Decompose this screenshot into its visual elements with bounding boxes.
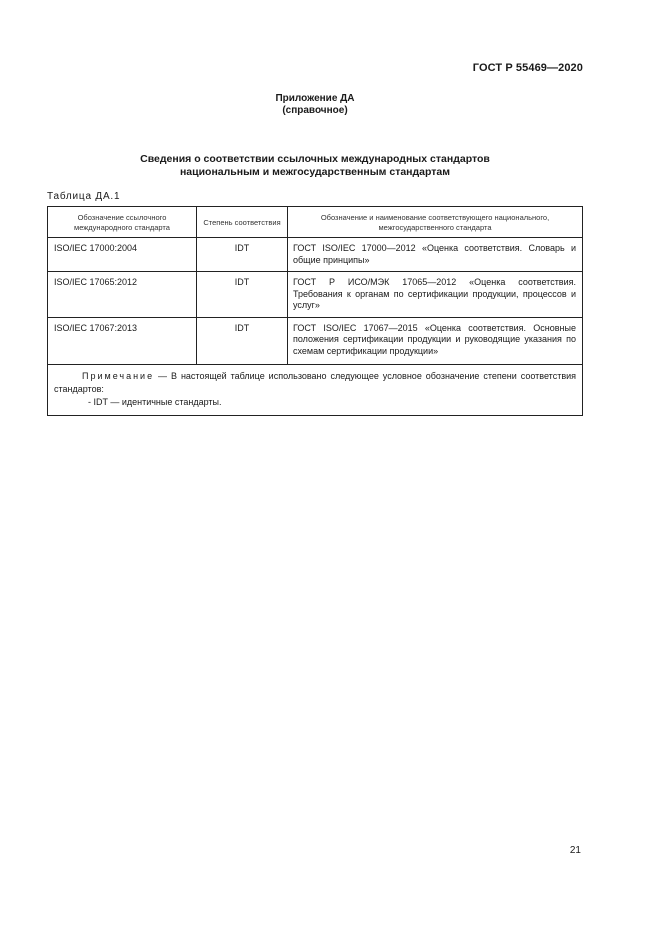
cell-national-standard: ГОСТ ISO/IEC 17067—2015 «Оценка соответствия. Основные положения сертификации продукции и руководящие указания по схемам сертификации продукции» [288, 317, 583, 365]
section-heading-line-2: национальным и межгосударственным стандартам [179, 166, 451, 178]
table-note [48, 365, 583, 416]
document-code: ГОСТ Р 55469—2020 [472, 62, 583, 74]
note-text: — В настоящей таблице использовано следующее условное обозначение степени соответствия стандартов: [54, 371, 576, 394]
table-row [48, 317, 583, 365]
cell-degree: IDT [197, 238, 288, 272]
cell-degree: IDT [197, 317, 288, 365]
cell-national-standard: ГОСТ ISO/IEC 17000—2012 «Оценка соответствия. Словарь и общие принципы» [288, 238, 583, 272]
table-row [48, 272, 583, 318]
header-degree: Степень соответствия [197, 207, 288, 238]
note-label: Примечание [82, 371, 155, 381]
cell-international-standard: ISO/IEC 17067:2013 [48, 317, 197, 365]
header-national-standard: Обозначение и наименование соответствующего национального, межгосударственного стандарта [288, 207, 583, 238]
annex-title: Приложение ДА [275, 93, 355, 104]
section-heading-line-1: Сведения о соответствии ссылочных международных стандартов [140, 153, 490, 165]
table-note-row [48, 365, 583, 416]
annex-subtitle: (справочное) [282, 105, 348, 116]
table-header-row [48, 207, 583, 238]
cell-national-standard: ГОСТ Р ИСО/МЭК 17065—2012 «Оценка соответствия. Требования к органам по сертификации продукции, процессов и услуг» [288, 272, 583, 318]
correspondence-table [47, 206, 583, 416]
table-caption: Таблица ДА.1 [47, 191, 121, 202]
annex-title-block [0, 93, 630, 117]
table-row [48, 238, 583, 272]
header-international-standard: Обозначение ссылочного международного стандарта [48, 207, 197, 238]
note-list-item: - IDT — идентичные стандарты. [88, 397, 222, 407]
cell-degree: IDT [197, 272, 288, 318]
page-number: 21 [569, 845, 581, 856]
cell-international-standard: ISO/IEC 17065:2012 [48, 272, 197, 318]
section-heading [0, 153, 630, 179]
note-paragraph [54, 370, 576, 396]
cell-international-standard: ISO/IEC 17000:2004 [48, 238, 197, 272]
